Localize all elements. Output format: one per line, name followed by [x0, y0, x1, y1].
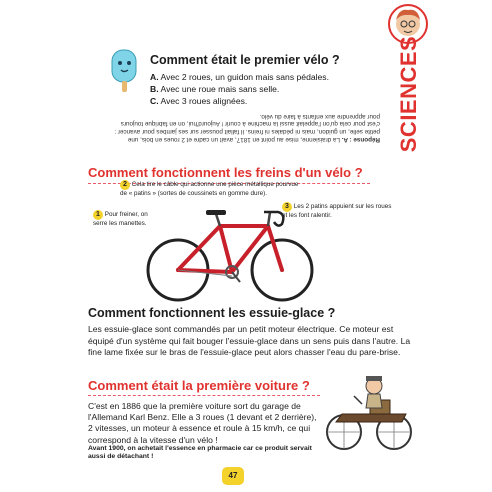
brakes-title: Comment fonctionnent les freins d'un vélo ?: [88, 165, 363, 180]
wipers-text: Les essuie-glace sont commandés par un petit moteur électrique. Ce moteur est équipé d'un système qui fait bouger l'essuie-glace dans un sens puis dans l'autre. La fine lame fixée sur le bras de l'essuie-glace peut alors chasser l'eau du pare-brise.: [88, 324, 411, 358]
car-note: Avant 1900, on achetait l'essence en pharmacie car ce produit servait aussi de détachant !: [88, 445, 312, 461]
road-bike-illustration: [140, 190, 320, 310]
section-label: SCIENCES: [396, 35, 422, 153]
wipers-title: Comment fonctionnent les essuie-glace ?: [88, 306, 336, 320]
old-car-illustration: [322, 368, 416, 454]
brake-note-1: 1 Pour freiner, on serre les manettes.: [93, 211, 148, 227]
page-number: 47: [222, 467, 244, 485]
answer-item: C. Avec 3 roues alignées.: [150, 96, 248, 106]
title-divider: [88, 395, 320, 396]
answer-item: B. Avec une roue mais sans selle.: [150, 84, 280, 94]
answer-item: A. Avec 2 roues, un guidon mais sans pédales.: [150, 72, 329, 82]
question-title: Comment était le premier vélo ?: [150, 53, 340, 67]
answers-list: [150, 71, 329, 107]
upside-down-answer: Réponse : A. La draisienne, mise au point en 1817, avait un cadre et 2 roues en bois, une petite selle, un guidon, mais ni pédales ni freins. Il fallait pousser sur ses jambes pour avancer : c'est pour cela qu'on l'appelait aussi la machine à courir ! Aujourd'hui, on en fabrique toujours pour apprendre aux enfants à faire du vélo.: [114, 112, 380, 144]
car-text: C'est en 1886 que la première voiture sort du garage de l'Allemand Karl Benz. Elle a 3 roues (1 devant et 2 derrière), 2 vitesses, un moteur à essence et roule à 15 km/h, ce qui correspond à la vitesse d'un vélo !: [88, 401, 317, 445]
icecream-icon: [108, 48, 142, 94]
brake-note-2: 2 Cela tire le câble qui actionne une pièce métallique pourvue de « patins » (sortes de coussinets en gomme dure).: [120, 181, 299, 197]
car-title: Comment était la première voiture ?: [88, 378, 310, 393]
brake-note-3: 3 Les 2 patins appuient sur les roues et les font ralentir.: [282, 203, 392, 219]
